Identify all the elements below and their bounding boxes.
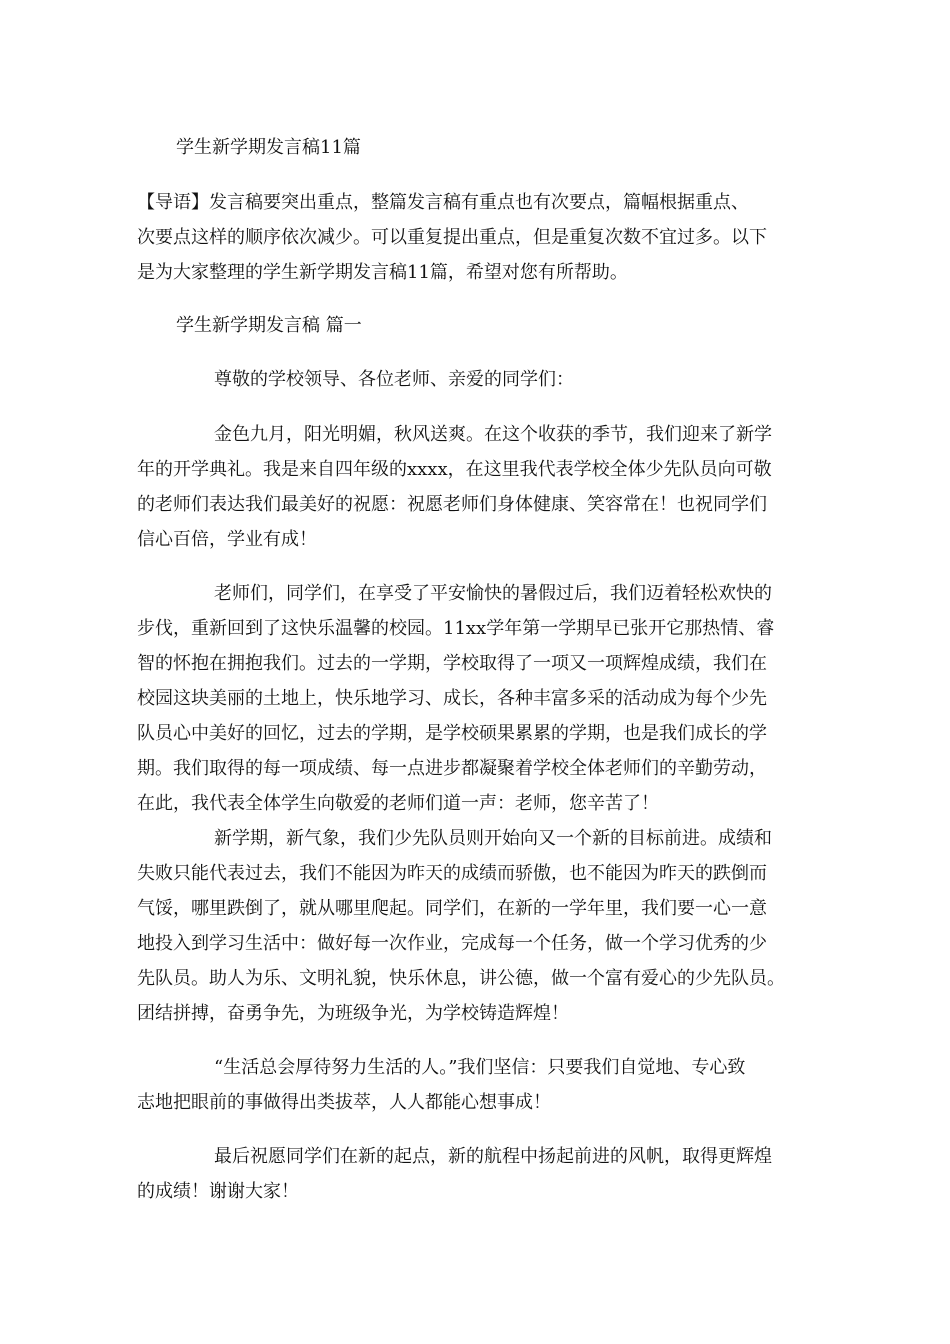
paragraph-text: 智的怀抱在拥抱我们。过去的一学期，学校取得了一项又一项辉煌成绩，我们在 — [137, 653, 767, 674]
paragraph-text: 气馁，哪里跌倒了，就从哪里爬起。同学们，在新的一学年里，我们要一心一意 — [137, 898, 767, 919]
paragraph-text: 在此，我代表全体学生向敬爱的老师们道一声：老师，您辛苦了！ — [137, 793, 659, 814]
intro-text: 次要点这样的顺序依次减少。可以重复提出重点，但是重复次数不宜过多。以下 — [137, 227, 767, 248]
section-heading: 学生新学期发言稿 篇一 — [176, 315, 362, 336]
paragraph-text: 志地把眼前的事做得出类拔萃，人人都能心想事成！ — [137, 1092, 551, 1113]
paragraph-text: 的老师们表达我们最美好的祝愿：祝愿老师们身体健康、笑容常在！也祝同学们 — [137, 494, 767, 515]
paragraph-text: 团结拼搏，奋勇争先，为班级争光，为学校铸造辉煌！ — [137, 1003, 569, 1024]
paragraph-text: 步伐，重新回到了这快乐温馨的校园。11xx学年第一学期早已张开它那热情、睿 — [137, 618, 775, 639]
paragraph-text: 最后祝愿同学们在新的起点，新的航程中扬起前进的风帆，取得更辉煌 — [214, 1146, 772, 1167]
paragraph-text: 地投入到学习生活中：做好每一次作业，完成每一个任务，做一个学习优秀的少 — [137, 933, 767, 954]
paragraph-text: 校园这块美丽的土地上，快乐地学习、成长，各种丰富多采的活动成为每个少先 — [137, 688, 767, 709]
paragraph-text: 新学期，新气象，我们少先队员则开始向又一个新的目标前进。成绩和 — [214, 828, 772, 849]
paragraph-text: 金色九月，阳光明媚，秋风送爽。在这个收获的季节，我们迎来了新学 — [214, 424, 772, 445]
paragraph-text: 年的开学典礼。我是来自四年级的xxxx，在这里我代表学校全体少先队员向可敬 — [137, 459, 772, 480]
paragraph-text: “生活总会厚待努力生活的人。”我们坚信：只要我们自觉地、专心致 — [214, 1057, 746, 1078]
paragraph-text: 期。我们取得的每一项成绩、每一点进步都凝聚着学校全体老师们的辛勤劳动， — [137, 758, 767, 779]
paragraph-text: 老师们，同学们，在享受了平安愉快的暑假过后，我们迈着轻松欢快的 — [214, 583, 772, 604]
intro-text: 是为大家整理的学生新学期发言稿11篇，希望对您有所帮助。 — [137, 262, 628, 283]
paragraph-text: 失败只能代表过去，我们不能因为昨天的成绩而骄傲，也不能因为昨天的跌倒而 — [137, 863, 767, 884]
paragraph-text: 信心百倍，学业有成！ — [137, 529, 317, 550]
paragraph-text: 先队员。助人为乐、文明礼貌，快乐休息，讲公德，做一个富有爱心的少先队员。 — [137, 968, 785, 989]
salutation: 尊敬的学校领导、各位老师、亲爱的同学们： — [214, 369, 574, 390]
paragraph-text: 队员心中美好的回忆，过去的学期，是学校硕果累累的学期，也是我们成长的学 — [137, 723, 767, 744]
intro-text: 【导语】发言稿要突出重点，整篇发言稿有重点也有次要点，篇幅根据重点、 — [137, 192, 749, 213]
paragraph-text: 的成绩！谢谢大家！ — [137, 1181, 299, 1202]
document-title: 学生新学期发言稿11篇 — [176, 137, 361, 158]
